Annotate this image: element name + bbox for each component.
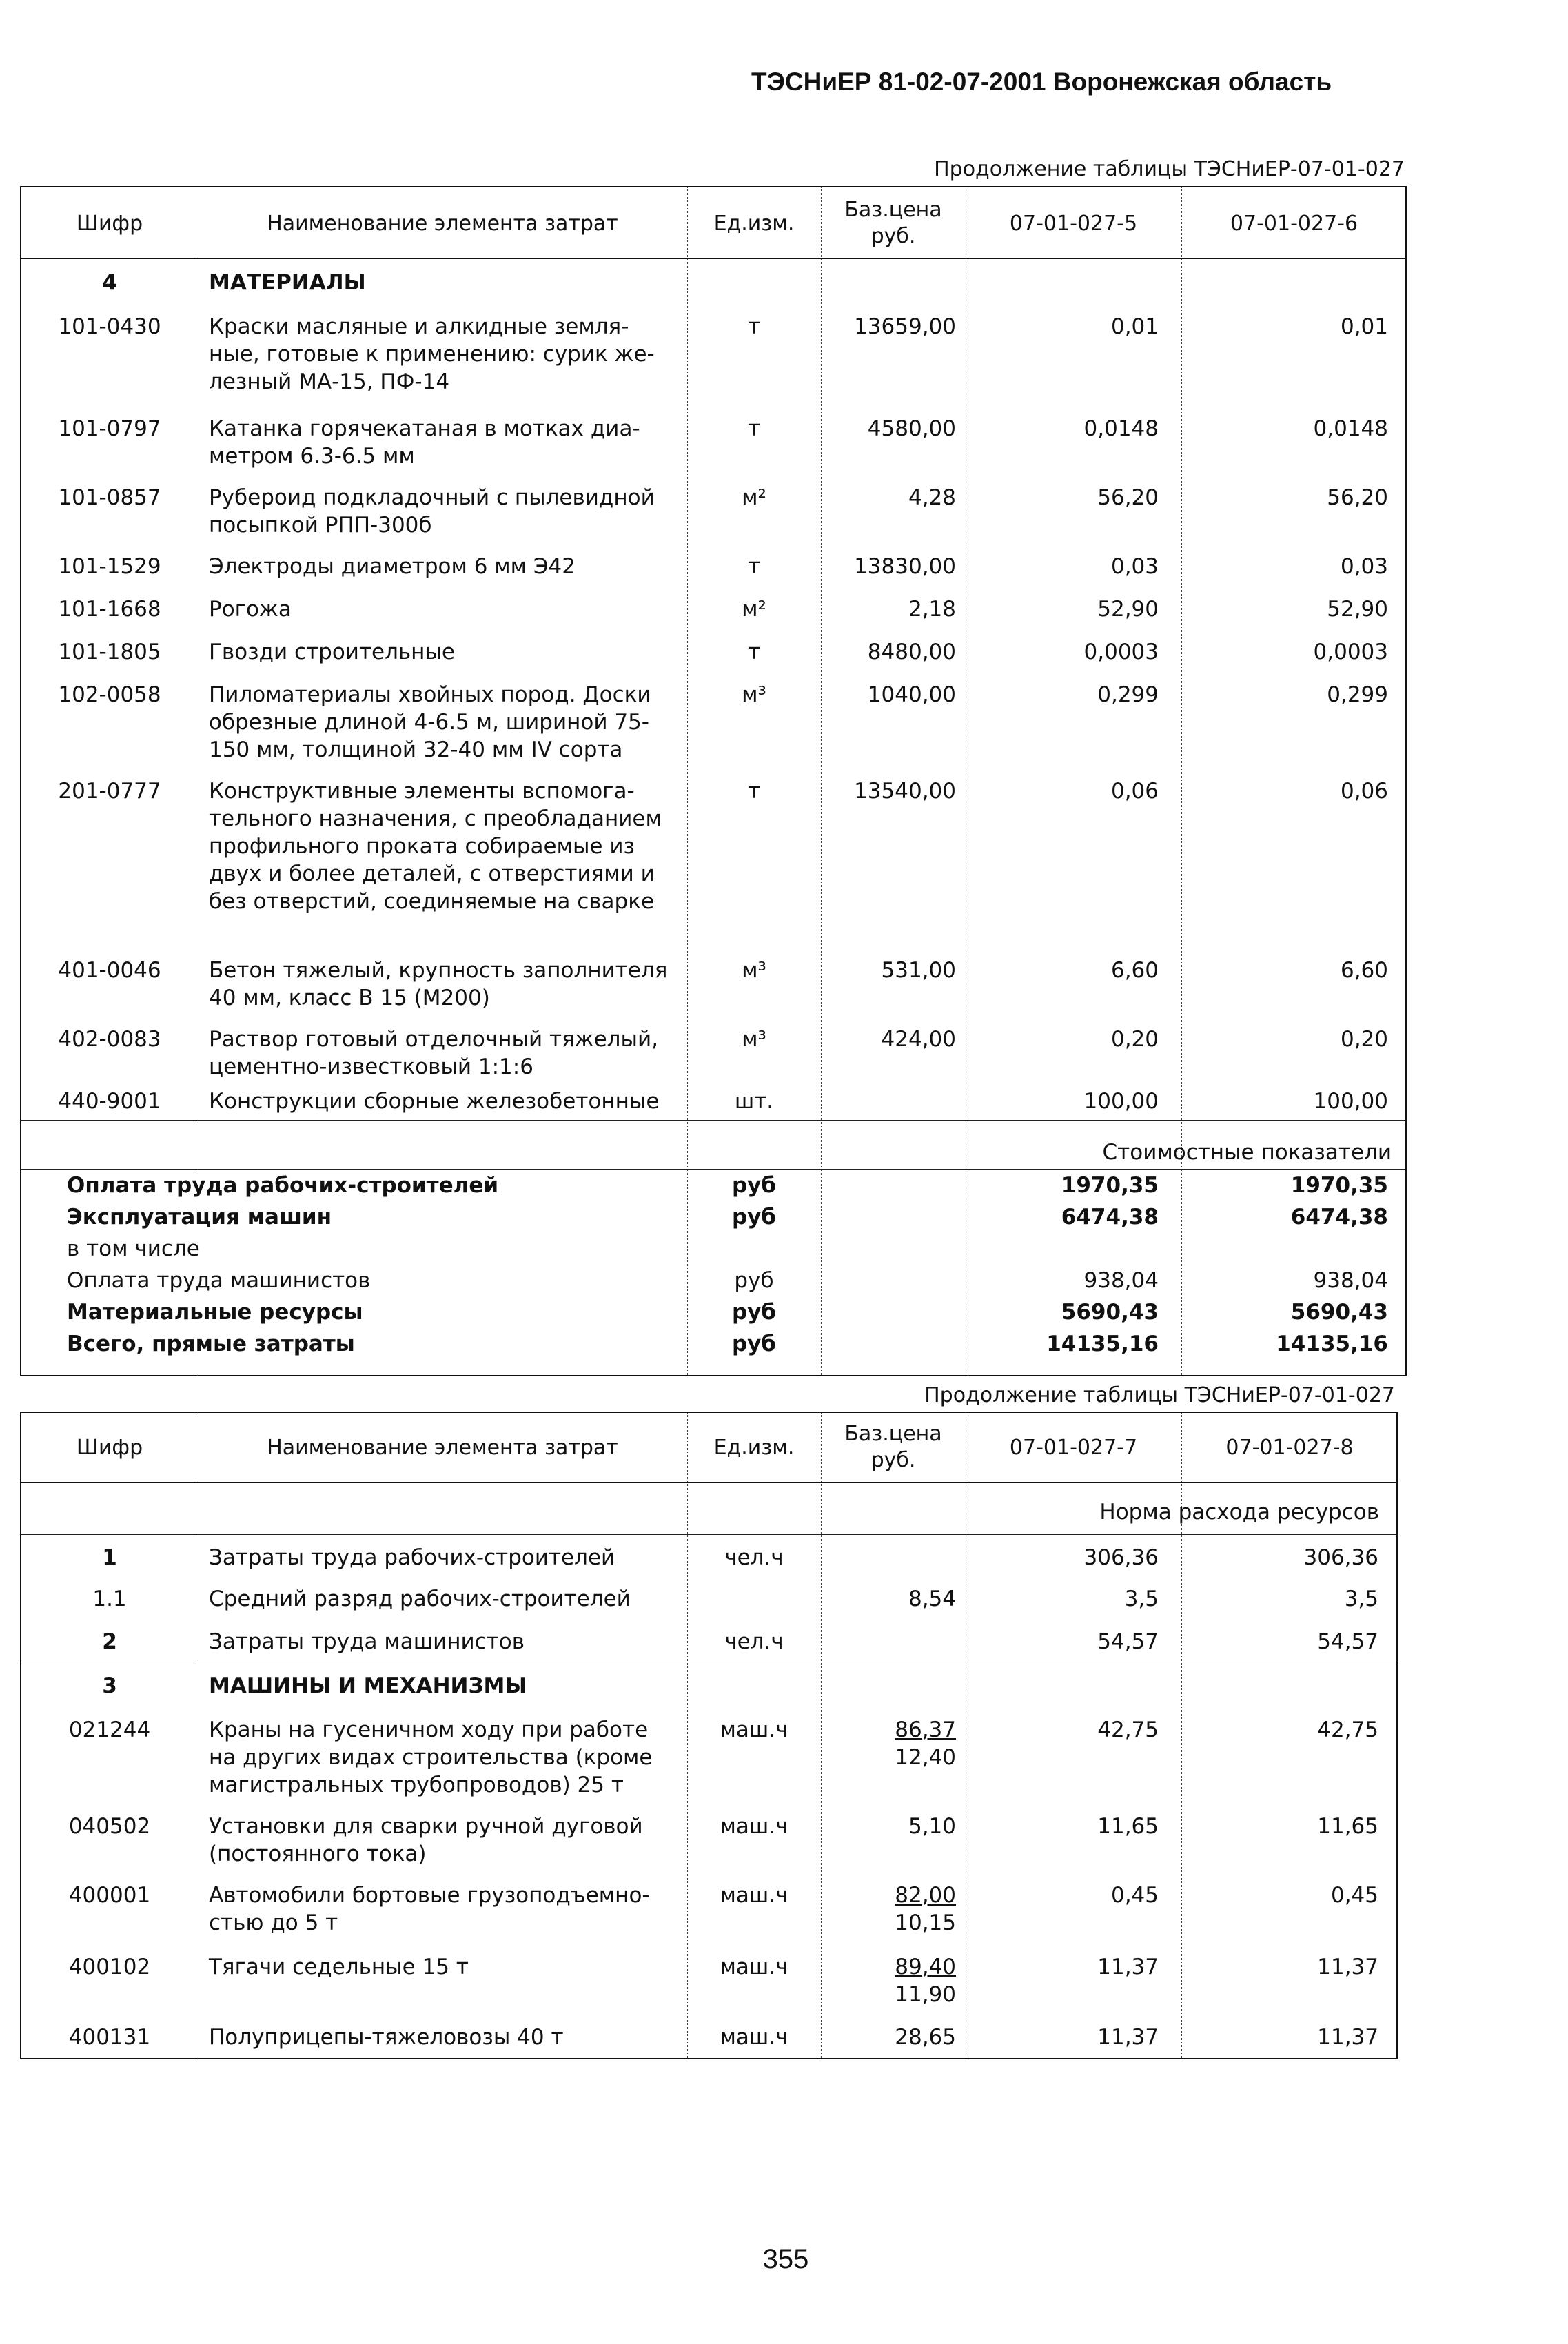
table1-rule <box>21 1169 1405 1170</box>
table2-rule <box>21 1534 1396 1535</box>
row-price: 13830,00 <box>854 554 956 579</box>
cost-row-value-6: 6474,38 <box>1290 1205 1388 1230</box>
col-header-variant-7: 07-01-027-7 <box>1009 1436 1138 1460</box>
row-code: 101-0797 <box>58 416 161 441</box>
row-value-8: 11,37 <box>1317 2025 1378 2050</box>
col-header-variant-5: 07-01-027-5 <box>1009 212 1138 236</box>
row-value-6: 56,20 <box>1327 485 1388 510</box>
row-unit: маш.ч <box>720 1814 788 1839</box>
row-name: Затраты труда рабочих-строителей <box>209 1545 615 1570</box>
row-value-6: 100,00 <box>1313 1089 1388 1114</box>
cost-row-unit: руб <box>731 1300 777 1325</box>
row-unit: маш.ч <box>720 1883 788 1908</box>
cost-row-name: Всего, прямые затраты <box>67 1332 355 1356</box>
row-price: 28,65 <box>895 2025 956 2050</box>
row-price-machinist: 12,40 <box>895 1745 956 1770</box>
row-value-7: 306,36 <box>1083 1545 1159 1570</box>
row-name: Катанка горячекатаная в мотках диа-метром 6.3-6.5 мм <box>209 416 640 469</box>
row-name: Полуприцепы-тяжеловозы 40 т <box>209 2025 564 2050</box>
row-code: 101-1805 <box>58 640 161 664</box>
row-code: 040502 <box>68 1814 151 1839</box>
row-value-7: 54,57 <box>1097 1629 1159 1654</box>
row-price: 86,37 <box>895 1718 956 1742</box>
table1-header-rule <box>21 258 1405 259</box>
table1-rule <box>21 1120 1405 1121</box>
row-value-8: 11,37 <box>1317 1955 1378 1979</box>
row-name: Средний разряд рабочих-строителей <box>209 1587 631 1611</box>
row-value-5: 0,0003 <box>1083 640 1159 664</box>
row-name: Установки для сварки ручной дуговой (постоянного тока) <box>209 1814 643 1866</box>
row-price: 89,40 <box>895 1955 956 1979</box>
row-price: 531,00 <box>881 958 956 983</box>
row-value-5: 0,20 <box>1110 1027 1159 1052</box>
row-code: 2 <box>102 1629 117 1654</box>
row-value-8: 42,75 <box>1317 1718 1378 1742</box>
row-value-6: 0,20 <box>1340 1027 1388 1052</box>
row-name: Затраты труда машинистов <box>209 1629 525 1654</box>
cost-row-name: Эксплуатация машин <box>67 1205 332 1230</box>
section-code: 3 <box>102 1673 117 1698</box>
row-code: 201-0777 <box>58 779 161 804</box>
row-unit: т <box>747 640 761 664</box>
row-value-6: 0,0003 <box>1313 640 1388 664</box>
cost-row-value-6: 938,04 <box>1313 1268 1388 1293</box>
cost-row-value-5: 1970,35 <box>1061 1173 1159 1198</box>
row-name: Рубероид подкладочный с пылевидной посыпкой РПП-300б <box>209 485 655 538</box>
col-header-price: Баз.цена руб. <box>844 198 942 248</box>
cost-row-name: Материальные ресурсы <box>67 1300 363 1325</box>
section-title: МАТЕРИАЛЫ <box>209 270 366 295</box>
cost-row-unit: руб <box>734 1268 774 1293</box>
row-price: 8480,00 <box>867 640 956 664</box>
row-price: 5,10 <box>908 1814 956 1839</box>
row-price: 2,18 <box>908 597 956 622</box>
row-value-6: 52,90 <box>1327 597 1388 622</box>
table1 <box>20 186 1407 1376</box>
cost-row-unit: руб <box>731 1173 777 1198</box>
row-name: Краны на гусеничном ходу при работе на других видах строительства (кроме магистральных трубопроводов) 25 т <box>209 1718 653 1797</box>
row-unit: маш.ч <box>720 1718 788 1742</box>
row-name: Краски масляные и алкидные земля-ные, готовые к применению: сурик же-лезный МА-15, ПФ-14 <box>209 314 655 394</box>
row-code: 101-0857 <box>58 485 161 510</box>
row-value-5: 0,01 <box>1110 314 1159 339</box>
row-code: 101-1529 <box>58 554 161 579</box>
row-price: 4580,00 <box>867 416 956 441</box>
cost-row-value-5: 938,04 <box>1083 1268 1159 1293</box>
row-price: 424,00 <box>881 1027 956 1052</box>
cost-row-name: Оплата труда рабочих-строителей <box>67 1173 499 1198</box>
row-name: Бетон тяжелый, крупность заполнителя 40 мм, класс В 15 (М200) <box>209 958 668 1010</box>
row-value-6: 0,03 <box>1340 554 1388 579</box>
norm-label: Норма расхода ресурсов <box>1099 1500 1379 1525</box>
row-code: 021244 <box>68 1718 151 1742</box>
row-unit: т <box>747 416 761 441</box>
col-header-variant-6: 07-01-027-6 <box>1230 212 1358 236</box>
cost-row-value-5: 14135,16 <box>1046 1332 1159 1356</box>
row-value-8: 3,5 <box>1344 1587 1378 1611</box>
row-price: 13540,00 <box>854 779 956 804</box>
cost-row-unit: руб <box>731 1205 777 1230</box>
row-name: Раствор готовый отделочный тяжелый, цементно-известковый 1:1:6 <box>209 1027 658 1079</box>
row-value-5: 56,20 <box>1097 485 1159 510</box>
cost-row-value-6: 14135,16 <box>1276 1332 1388 1356</box>
row-name: Конструкции сборные железобетонные <box>209 1089 660 1114</box>
row-value-7: 42,75 <box>1097 1718 1159 1742</box>
row-name: Пиломатериалы хвойных пород. Доски обрезные длиной 4-6.5 м, шириной 75-150 мм, толщиной 32-40 мм IV сорта <box>209 682 651 762</box>
row-value-8: 54,57 <box>1317 1629 1378 1654</box>
cost-row-name: Оплата труда машинистов <box>67 1268 371 1293</box>
row-unit: чел.ч <box>724 1545 784 1570</box>
row-value-7: 11,65 <box>1097 1814 1159 1839</box>
row-unit: маш.ч <box>720 1955 788 1979</box>
col-header-name: Наименование элемента затрат <box>267 212 618 236</box>
row-price: 4,28 <box>908 485 956 510</box>
row-code: 440-9001 <box>58 1089 161 1114</box>
table2-caption: Продолжение таблицы ТЭСНиЕР-07-01-027 <box>924 1383 1395 1407</box>
row-code: 101-0430 <box>58 314 161 339</box>
row-name: Гвозди строительные <box>209 640 455 664</box>
row-price: 13659,00 <box>854 314 956 339</box>
cost-row-value-5: 5690,43 <box>1061 1300 1159 1325</box>
row-unit: шт. <box>734 1089 774 1114</box>
row-code: 1.1 <box>92 1587 127 1611</box>
col-header-unit: Ед.изм. <box>713 212 795 236</box>
row-unit: т <box>747 554 761 579</box>
row-value-5: 0,299 <box>1097 682 1159 707</box>
row-value-7: 11,37 <box>1097 2025 1159 2050</box>
row-value-6: 0,06 <box>1340 779 1388 804</box>
row-value-7: 11,37 <box>1097 1955 1159 1979</box>
row-name: Автомобили бортовые грузоподъемно-стью до 5 т <box>209 1883 650 1935</box>
row-value-8: 11,65 <box>1317 1814 1378 1839</box>
row-code: 400001 <box>68 1883 151 1908</box>
row-value-8: 0,45 <box>1330 1883 1378 1908</box>
row-value-6: 6,60 <box>1340 958 1388 983</box>
cost-row-value-6: 1970,35 <box>1290 1173 1388 1198</box>
row-code: 400102 <box>68 1955 151 1979</box>
section-title: МАШИНЫ И МЕХАНИЗМЫ <box>209 1673 527 1698</box>
col-header-unit: Ед.изм. <box>713 1436 795 1460</box>
row-code: 400131 <box>68 2025 151 2050</box>
row-unit: т <box>747 779 761 804</box>
row-value-5: 0,06 <box>1110 779 1159 804</box>
row-price-machinist: 10,15 <box>895 1910 956 1935</box>
row-value-6: 0,0148 <box>1313 416 1388 441</box>
row-name: Тягачи седельные 15 т <box>209 1955 469 1979</box>
row-value-5: 52,90 <box>1097 597 1159 622</box>
page-number: 355 <box>762 2244 809 2274</box>
row-unit: чел.ч <box>724 1629 784 1654</box>
row-name: Рогожа <box>209 597 292 622</box>
row-name: Электроды диаметром 6 мм Э42 <box>209 554 576 579</box>
row-code: 402-0083 <box>58 1027 161 1052</box>
col-header-code: Шифр <box>76 1436 143 1460</box>
row-value-7: 3,5 <box>1124 1587 1159 1611</box>
row-unit: м² <box>742 485 766 510</box>
cost-indicators-label: Стоимостные показатели <box>1102 1140 1392 1165</box>
row-value-7: 0,45 <box>1110 1883 1159 1908</box>
row-unit: м³ <box>742 1027 766 1052</box>
row-code: 1 <box>102 1545 117 1570</box>
row-name: Конструктивные элементы вспомога-тельного назначения, с преобладанием профильного проката собираемые из двух и более деталей, с отверстиями и без отверстий, соединяемые на сварке <box>209 779 662 914</box>
row-price: 8,54 <box>908 1587 956 1611</box>
table2 <box>20 1412 1398 2059</box>
row-unit: м³ <box>742 682 766 707</box>
row-unit: маш.ч <box>720 2025 788 2050</box>
document-title: ТЭСНиЕР 81-02-07-2001 Воронежская область <box>751 68 1332 96</box>
cost-row-name: в том числе <box>67 1236 200 1261</box>
row-code: 102-0058 <box>58 682 161 707</box>
row-price: 82,00 <box>895 1883 956 1908</box>
col-header-code: Шифр <box>76 212 143 236</box>
row-value-5: 0,03 <box>1110 554 1159 579</box>
row-code: 401-0046 <box>58 958 161 983</box>
table1-caption: Продолжение таблицы ТЭСНиЕР-07-01-027 <box>934 157 1405 181</box>
row-value-5: 100,00 <box>1083 1089 1159 1114</box>
cost-row-unit: руб <box>731 1332 777 1356</box>
row-value-5: 0,0148 <box>1083 416 1159 441</box>
cost-row-value-6: 5690,43 <box>1290 1300 1388 1325</box>
row-price-machinist: 11,90 <box>895 1982 956 2007</box>
row-value-6: 0,299 <box>1327 682 1388 707</box>
row-value-5: 6,60 <box>1110 958 1159 983</box>
row-unit: м² <box>742 597 766 622</box>
row-price: 1040,00 <box>867 682 956 707</box>
col-header-variant-8: 07-01-027-8 <box>1225 1436 1354 1460</box>
row-value-8: 306,36 <box>1303 1545 1378 1570</box>
row-unit: т <box>747 314 761 339</box>
row-unit: м³ <box>742 958 766 983</box>
col-header-price: Баз.цена руб. <box>844 1422 942 1472</box>
section-code: 4 <box>102 270 117 295</box>
row-value-6: 0,01 <box>1340 314 1388 339</box>
table2-header-rule <box>21 1482 1396 1483</box>
col-header-name: Наименование элемента затрат <box>267 1436 618 1460</box>
row-code: 101-1668 <box>58 597 161 622</box>
cost-row-value-5: 6474,38 <box>1061 1205 1159 1230</box>
